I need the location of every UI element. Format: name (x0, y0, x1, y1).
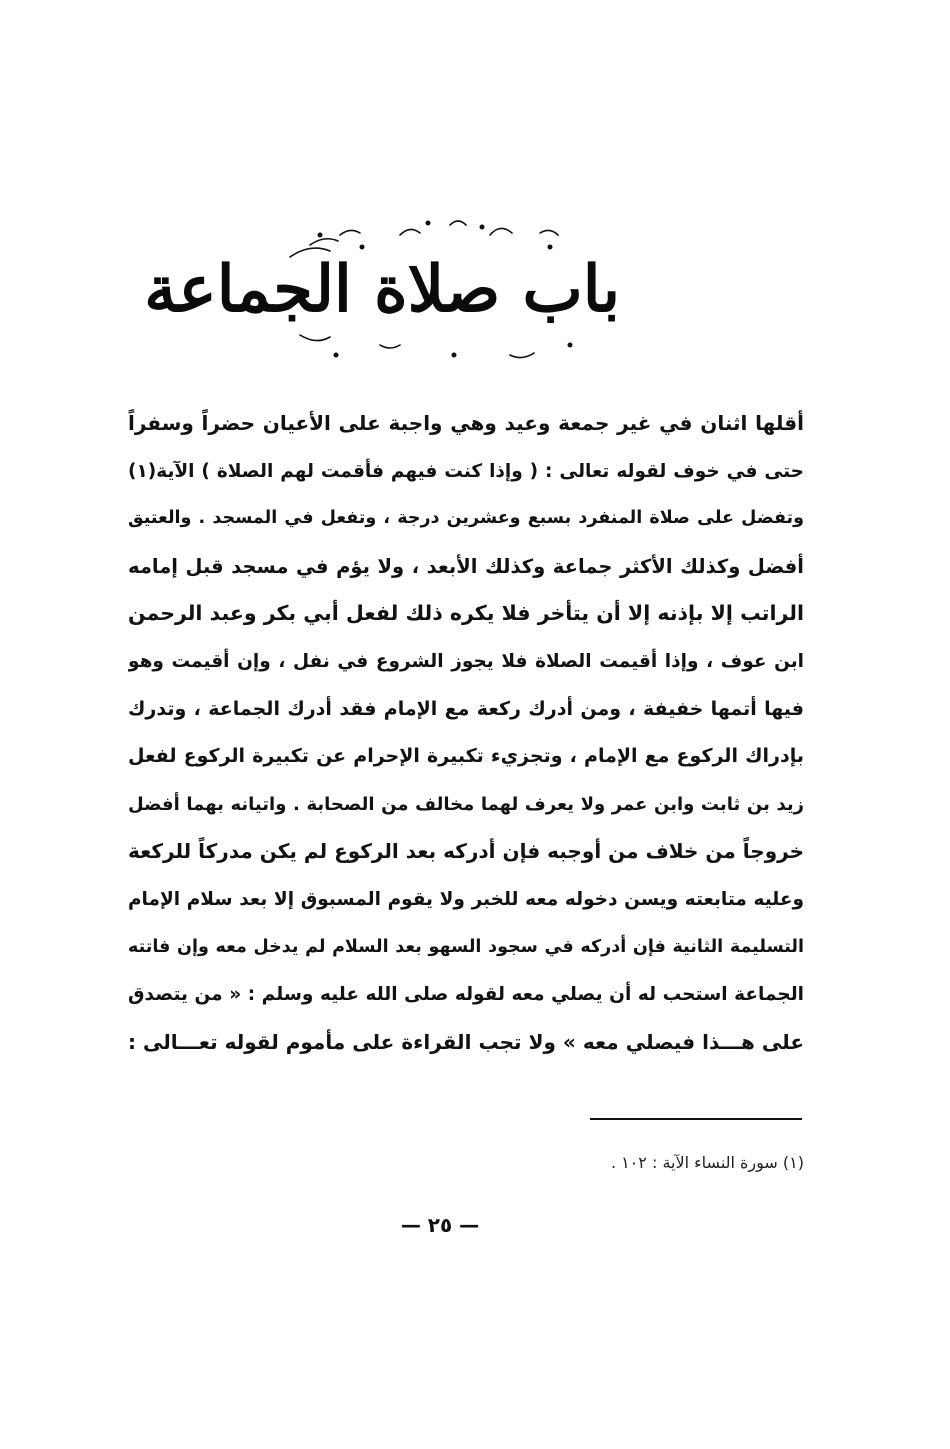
text-line: فيها أتمها خفيفة ، ومن أدرك ركعة مع الإمام فقد أدرك الجماعة ، وتدرك (128, 697, 804, 720)
page-number: — ٢٥ — (400, 1213, 480, 1237)
text-line: زيد بن ثابت وابن عمر ولا يعرف لهما مخالف من الصحابة . واتيانه بهما أفضل (128, 793, 804, 815)
text-line: خروجاً من خلاف من أوجبه فإن أدركه بعد الركوع لم يكن مدركاً للركعة (128, 839, 804, 864)
text-line: على هـــذا فيصلي معه » ولا تجب القراءة على مأموم لقوله تعـــالى : (128, 1029, 804, 1054)
text-line: ابن عوف ، وإذا أقيمت الصلاة فلا يجوز الشروع في نفل ، وإن أقيمت وهو (128, 650, 804, 672)
text-line: الجماعة استحب له أن يصلي معه لقوله صلى الله عليه وسلم : « من يتصدق (128, 984, 804, 1006)
chapter-title: باب صلاة الجماعة (144, 252, 620, 327)
footnote: (١) سورة النساء الآية : ١٠٢ . (610, 1153, 804, 1172)
text-line: الراتب إلا بإذنه إلا أن يتأخر فلا يكره ذلك لفعل أبي بكر وعبد الرحمن (128, 601, 804, 626)
body-paragraph (128, 400, 804, 1066)
text-line: حتى في خوف لقوله تعالى : ( وإذا كنت فيهم فأقمت لهم الصلاة ) الآية(١) (128, 460, 804, 482)
text-line: وتفضل على صلاة المنفرد بسبع وعشرين درجة ، وتفعل في المسجد . والعتيق (128, 508, 804, 529)
text-line: وعليه متابعته ويسن دخوله معه للخبر ولا يقوم المسبوق إلا بعد سلام الإمام (128, 888, 804, 910)
text-line: أفضل وكذلك الأكثر جماعة وكذلك الأبعد ، ولا يؤم في مسجد قبل إمامه (128, 554, 804, 578)
text-line: التسليمة الثانية فإن أدركه في سجود السهو بعد السلام لم يدخل معه وإن فاتته (128, 936, 804, 957)
text-line: بإدراك الركوع مع الإمام ، وتجزيء تكبيرة الإحرام عن تكبيرة الركوع لفعل (128, 745, 804, 768)
footnote-separator (590, 1118, 802, 1120)
text-line: أقلها اثنان في غير جمعة وعيد وهي واجبة على الأعيان حضراً وسفراً (128, 411, 804, 435)
